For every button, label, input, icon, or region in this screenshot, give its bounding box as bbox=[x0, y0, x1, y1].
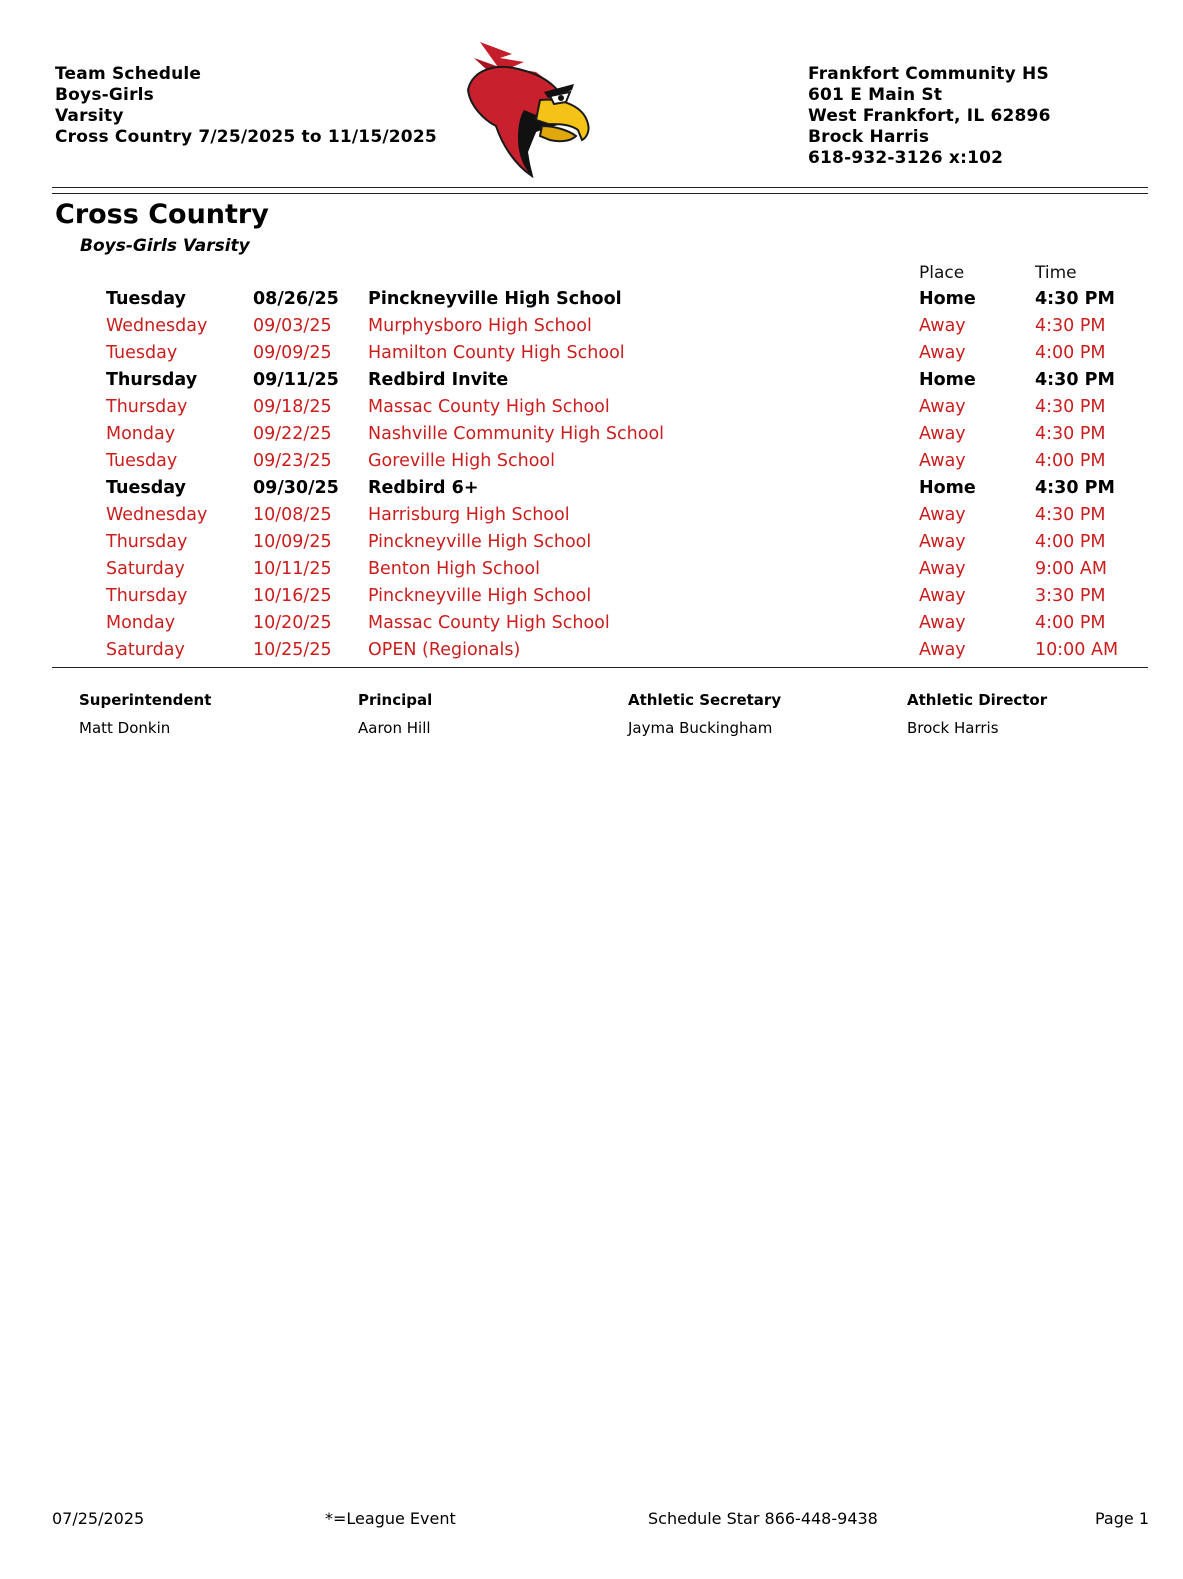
event-place: Away bbox=[919, 559, 966, 579]
event-day: Wednesday bbox=[106, 505, 208, 525]
event-time: 4:30 PM bbox=[1035, 397, 1106, 417]
event-day: Monday bbox=[106, 613, 176, 633]
level-subtitle: Boys-Girls Varsity bbox=[80, 236, 250, 256]
divider bbox=[52, 187, 1148, 188]
event-date: 10/11/25 bbox=[253, 559, 332, 579]
footer-page-number: Page 1 bbox=[1095, 1509, 1149, 1528]
event-date: 09/11/25 bbox=[253, 370, 339, 390]
event-day: Tuesday bbox=[106, 289, 186, 309]
staff-principal bbox=[358, 690, 432, 738]
footer-vendor: Schedule Star 866-448-9438 bbox=[648, 1509, 878, 1528]
staff-athletic-director bbox=[907, 690, 1047, 738]
event-date: 10/08/25 bbox=[253, 505, 332, 525]
schedule-row bbox=[0, 610, 1183, 637]
event-time: 4:30 PM bbox=[1035, 316, 1106, 336]
footer-date: 07/25/2025 bbox=[52, 1509, 145, 1528]
event-day: Wednesday bbox=[106, 316, 208, 336]
event-opponent: Massac County High School bbox=[368, 397, 610, 417]
event-time: 10:00 AM bbox=[1035, 640, 1119, 660]
redbird-mascot-icon bbox=[466, 40, 592, 178]
event-opponent: Pinckneyville High School bbox=[368, 532, 592, 552]
event-date: 10/09/25 bbox=[253, 532, 332, 552]
header-left-line: Cross Country 7/25/2025 to 11/15/2025 bbox=[55, 127, 437, 147]
event-time: 4:30 PM bbox=[1035, 424, 1106, 444]
event-time: 4:30 PM bbox=[1035, 478, 1115, 498]
event-opponent: Murphysboro High School bbox=[368, 316, 592, 336]
event-place: Away bbox=[919, 343, 966, 363]
event-day: Tuesday bbox=[106, 478, 186, 498]
sport-title: Cross Country bbox=[55, 199, 269, 230]
event-time: 4:30 PM bbox=[1035, 505, 1106, 525]
staff-name: Matt Donkin bbox=[79, 719, 171, 737]
event-place: Home bbox=[919, 289, 976, 309]
event-time: 9:00 AM bbox=[1035, 559, 1107, 579]
staff-name: Aaron Hill bbox=[358, 719, 431, 737]
event-day: Thursday bbox=[106, 397, 188, 417]
event-opponent: Pinckneyville High School bbox=[368, 289, 622, 309]
event-time: 4:00 PM bbox=[1035, 532, 1106, 552]
staff-name: Brock Harris bbox=[907, 719, 999, 737]
schedule-table bbox=[0, 286, 1183, 664]
event-date: 08/26/25 bbox=[253, 289, 339, 309]
event-opponent: Redbird 6+ bbox=[368, 478, 479, 498]
event-day: Tuesday bbox=[106, 343, 178, 363]
event-day: Thursday bbox=[106, 370, 198, 390]
event-day: Thursday bbox=[106, 586, 188, 606]
header-left-line: Varsity bbox=[55, 106, 124, 126]
event-opponent: OPEN (Regionals) bbox=[368, 640, 521, 660]
event-day: Tuesday bbox=[106, 451, 178, 471]
staff-athletic-secretary bbox=[628, 690, 781, 738]
schedule-row bbox=[0, 448, 1183, 475]
event-date: 09/22/25 bbox=[253, 424, 332, 444]
event-place: Away bbox=[919, 586, 966, 606]
event-place: Home bbox=[919, 370, 976, 390]
schedule-row bbox=[0, 583, 1183, 610]
event-opponent: Harrisburg High School bbox=[368, 505, 570, 525]
event-day: Saturday bbox=[106, 640, 185, 660]
event-date: 09/23/25 bbox=[253, 451, 332, 471]
event-day: Monday bbox=[106, 424, 176, 444]
event-day: Saturday bbox=[106, 559, 185, 579]
schedule-row bbox=[0, 529, 1183, 556]
contact-phone: 618-932-3126 x:102 bbox=[808, 148, 1004, 168]
event-time: 3:30 PM bbox=[1035, 586, 1106, 606]
event-place: Away bbox=[919, 613, 966, 633]
event-opponent: Massac County High School bbox=[368, 613, 610, 633]
staff-title: Athletic Secretary bbox=[628, 691, 782, 709]
schedule-row bbox=[0, 502, 1183, 529]
event-opponent: Benton High School bbox=[368, 559, 540, 579]
event-date: 10/25/25 bbox=[253, 640, 332, 660]
staff-title: Superintendent bbox=[79, 691, 212, 709]
event-place: Away bbox=[919, 532, 966, 552]
event-day: Thursday bbox=[106, 532, 188, 552]
event-opponent: Pinckneyville High School bbox=[368, 586, 592, 606]
divider bbox=[52, 667, 1148, 668]
event-date: 09/03/25 bbox=[253, 316, 332, 336]
schedule-row bbox=[0, 475, 1183, 502]
schedule-row bbox=[0, 394, 1183, 421]
event-place: Away bbox=[919, 640, 966, 660]
event-place: Home bbox=[919, 478, 976, 498]
school-city: West Frankfort, IL 62896 bbox=[808, 106, 1051, 126]
event-time: 4:00 PM bbox=[1035, 451, 1106, 471]
schedule-row bbox=[0, 367, 1183, 394]
event-place: Away bbox=[919, 505, 966, 525]
event-opponent: Goreville High School bbox=[368, 451, 555, 471]
event-date: 09/09/25 bbox=[253, 343, 332, 363]
school-street: 601 E Main St bbox=[808, 85, 943, 105]
footer-legend: *=League Event bbox=[325, 1509, 456, 1528]
event-time: 4:00 PM bbox=[1035, 343, 1106, 363]
schedule-row bbox=[0, 286, 1183, 313]
event-opponent: Redbird Invite bbox=[368, 370, 509, 390]
school-name: Frankfort Community HS bbox=[808, 64, 1049, 84]
event-place: Away bbox=[919, 451, 966, 471]
schedule-info bbox=[55, 64, 437, 148]
event-date: 10/20/25 bbox=[253, 613, 332, 633]
schedule-row bbox=[0, 313, 1183, 340]
column-header-time: Time bbox=[1035, 263, 1077, 283]
event-place: Away bbox=[919, 316, 966, 336]
event-time: 4:30 PM bbox=[1035, 289, 1115, 309]
event-time: 4:00 PM bbox=[1035, 613, 1106, 633]
event-date: 10/16/25 bbox=[253, 586, 332, 606]
staff-name: Jayma Buckingham bbox=[628, 719, 773, 737]
event-date: 09/18/25 bbox=[253, 397, 332, 417]
schedule-row bbox=[0, 556, 1183, 583]
event-opponent: Nashville Community High School bbox=[368, 424, 665, 444]
schedule-row bbox=[0, 421, 1183, 448]
schedule-row bbox=[0, 637, 1183, 664]
event-date: 09/30/25 bbox=[253, 478, 339, 498]
event-place: Away bbox=[919, 397, 966, 417]
school-contact bbox=[808, 64, 1051, 169]
divider bbox=[52, 193, 1148, 194]
schedule-row bbox=[0, 340, 1183, 367]
staff-title: Principal bbox=[358, 691, 433, 709]
header-left-line: Boys-Girls bbox=[55, 85, 155, 105]
event-time: 4:30 PM bbox=[1035, 370, 1115, 390]
contact-name: Brock Harris bbox=[808, 127, 930, 147]
staff-superintendent bbox=[79, 690, 211, 738]
event-opponent: Hamilton County High School bbox=[368, 343, 625, 363]
event-place: Away bbox=[919, 424, 966, 444]
header-left-line: Team Schedule bbox=[55, 64, 202, 84]
column-header-place: Place bbox=[919, 263, 965, 283]
staff-title: Athletic Director bbox=[907, 691, 1048, 709]
